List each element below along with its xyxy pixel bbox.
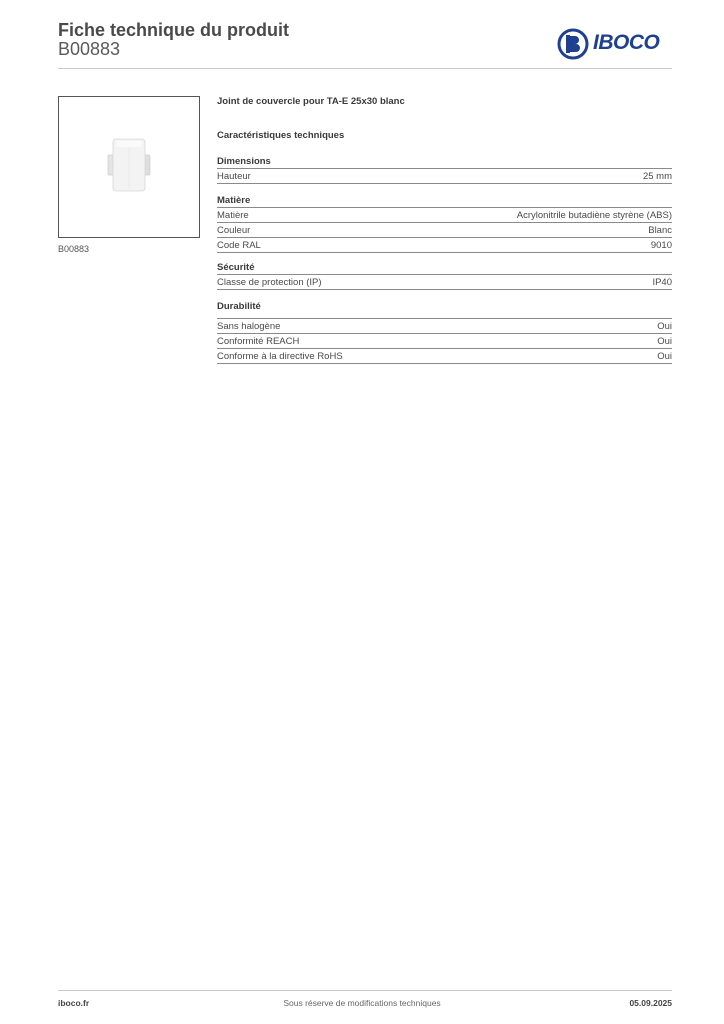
spec-label: Couleur	[217, 225, 251, 236]
spec-row	[217, 207, 672, 223]
spec-value: Blanc	[648, 225, 672, 236]
section-title-matiere: Matière	[217, 195, 251, 206]
footer-date: 05.09.2025	[629, 998, 672, 1008]
section-title-durabilite: Durabilité	[217, 301, 261, 312]
spec-table-securite	[217, 274, 672, 290]
spec-row	[217, 168, 672, 184]
spec-row	[217, 318, 672, 334]
product-image	[58, 96, 200, 238]
footer-website-link[interactable]: iboco.fr	[58, 998, 90, 1008]
spec-label: Hauteur	[217, 171, 251, 182]
spec-table-matiere	[217, 207, 672, 253]
spec-value: 9010	[650, 240, 672, 251]
spec-value: Oui	[657, 321, 672, 332]
product-name: Joint de couvercle pour TA-E 25x30 blanc	[217, 96, 405, 107]
cover-joint-image	[59, 97, 199, 237]
logo-text: IBOCO	[593, 31, 660, 54]
spec-value: Oui	[657, 351, 672, 362]
spec-value: IP40	[652, 277, 672, 288]
product-code: B00883	[58, 39, 121, 59]
spec-label: Classe de protection (IP)	[217, 277, 322, 288]
spec-label: Code RAL	[217, 240, 261, 251]
footer-divider	[58, 990, 672, 991]
section-title-dimensions: Dimensions	[217, 156, 271, 167]
spec-row	[217, 223, 672, 238]
spec-value: Acrylonitrile butadiène styrène (ABS)	[516, 210, 672, 221]
spec-value: 25 mm	[642, 171, 672, 182]
spec-row	[217, 349, 672, 364]
spec-label: Conforme à la directive RoHS	[217, 351, 343, 362]
spec-label: Matière	[217, 210, 249, 221]
footer-disclaimer: Sous réserve de modifications techniques	[283, 998, 441, 1008]
spec-row	[217, 334, 672, 349]
header-divider	[58, 68, 672, 69]
page-title: Fiche technique du produit	[58, 20, 289, 40]
iboco-emblem-icon	[557, 28, 589, 60]
spec-value: Oui	[657, 336, 672, 347]
spec-label: Conformité REACH	[217, 336, 300, 347]
iboco-logo	[557, 28, 675, 60]
section-title-securite: Sécurité	[217, 262, 255, 273]
spec-row	[217, 274, 672, 290]
spec-label: Sans halogène	[217, 321, 281, 332]
spec-table-durabilite	[217, 318, 672, 364]
spec-table-dimensions	[217, 168, 672, 184]
spec-row	[217, 238, 672, 253]
product-image-caption: B00883	[58, 244, 90, 254]
specs-heading: Caractéristiques techniques	[217, 130, 345, 141]
